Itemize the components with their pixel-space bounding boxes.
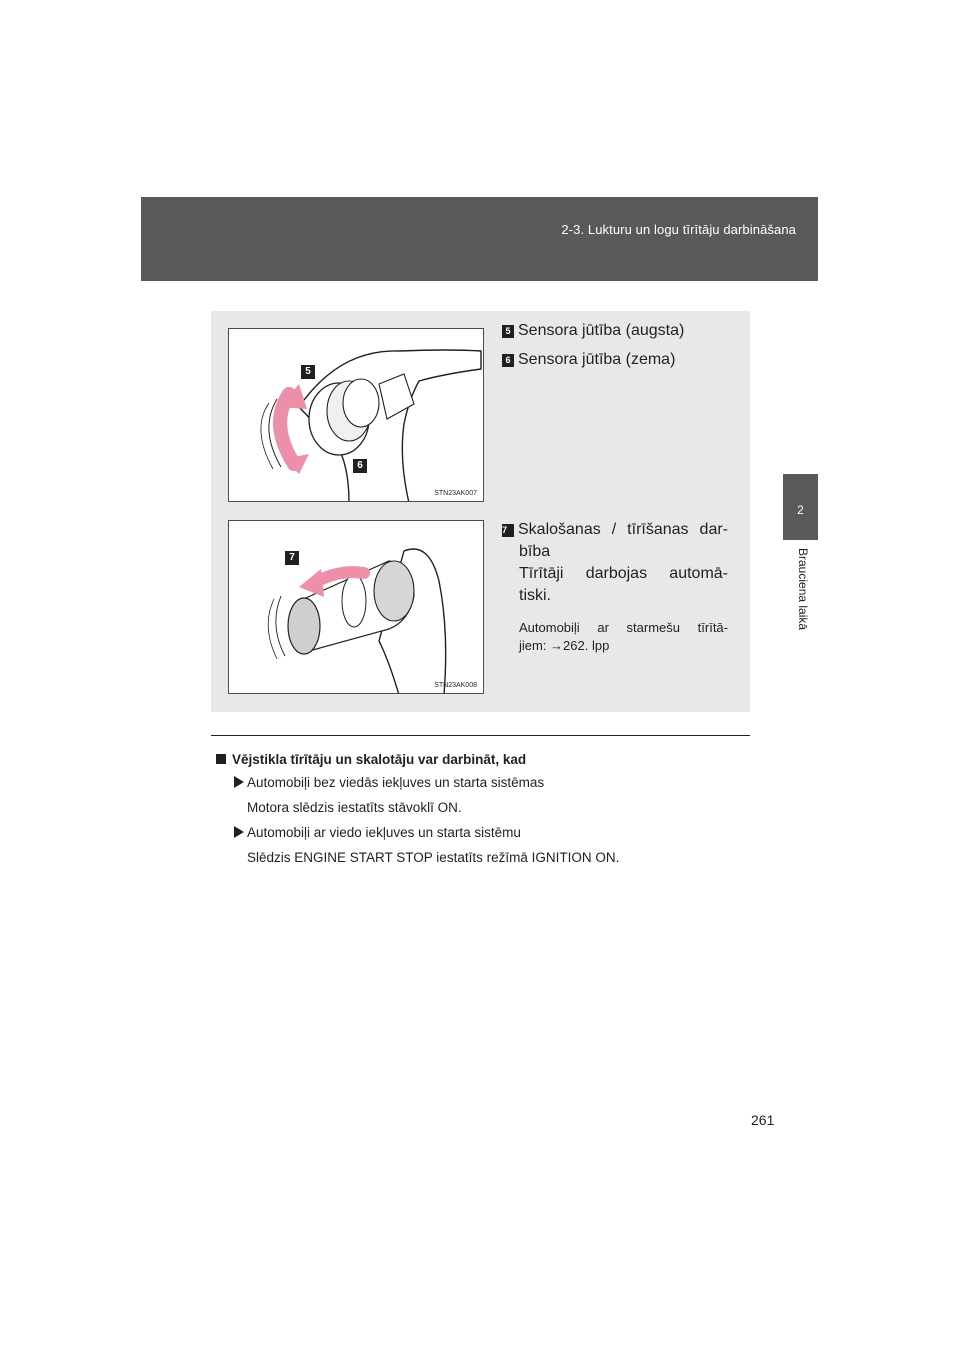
chapter-number: 2 [797,503,804,517]
item-number-badge: 5 [502,325,514,338]
wiper-lever-illustration [229,521,484,694]
square-bullet-icon [216,754,226,764]
note-heading [216,752,756,767]
chapter-label: Brauciena laikā [796,548,810,631]
wiper-knob-illustration [229,329,484,502]
header-band [141,197,818,281]
item-6 [502,351,675,369]
item-7-line-2: bība [519,543,551,560]
note-case-1-detail: Motora slēdzis iestatīts stāvoklī ON. [247,800,462,815]
item-text: Sensora jūtība (zema) [518,351,676,368]
note-case-2 [216,825,756,840]
figure-code: STN23AK008 [434,682,477,689]
item-5 [502,322,684,340]
item-7 [502,519,728,655]
page-number: 261 [751,1112,775,1128]
item-number-badge: 7 [502,524,514,537]
triangle-bullet-icon [234,826,244,838]
figure-washer-operation [228,520,484,694]
item-7-note-line-2: jiem: →262. lpp [519,638,610,653]
callout-6: 6 [353,459,367,473]
triangle-bullet-icon [234,776,244,788]
figure-code: STN23AK007 [434,490,477,497]
note-case-text: Automobiļi bez viedās iekļuves un starta sistēmas [247,775,545,790]
section-title: 2-3. Lukturu un logu tīrītāju darbināšana [561,222,796,237]
note-case-text: Automobiļi ar viedo iekļuves un starta sistēmu [247,825,521,840]
item-7-note-line-1: Automobiļi ar starmešu tīrītā- [519,620,728,635]
note-heading-text: Vējstikla tīrītāju un skalotāju var darbināt, kad [232,752,527,767]
item-7-note [502,619,728,655]
note-case-2-detail: Slēdzis ENGINE START STOP iestatīts režīmā IGNITION ON. [247,850,620,865]
item-7-line-1 [502,519,728,541]
item-number-badge: 6 [502,354,514,367]
operating-conditions-note [216,752,756,875]
note-case-1 [216,775,756,790]
section-divider [211,735,750,736]
callout-7: 7 [285,551,299,565]
callout-5: 5 [301,365,315,379]
item-7-line-4: tiski. [519,587,551,604]
figure-sensor-sensitivity [228,328,484,502]
item-text: Skalošanas / tīrīšanas dar- [518,521,728,538]
item-7-line-3: Tīrītāji darbojas automā- [519,565,728,582]
chapter-tab [783,474,818,540]
item-text: Sensora jūtība (augsta) [518,322,685,339]
